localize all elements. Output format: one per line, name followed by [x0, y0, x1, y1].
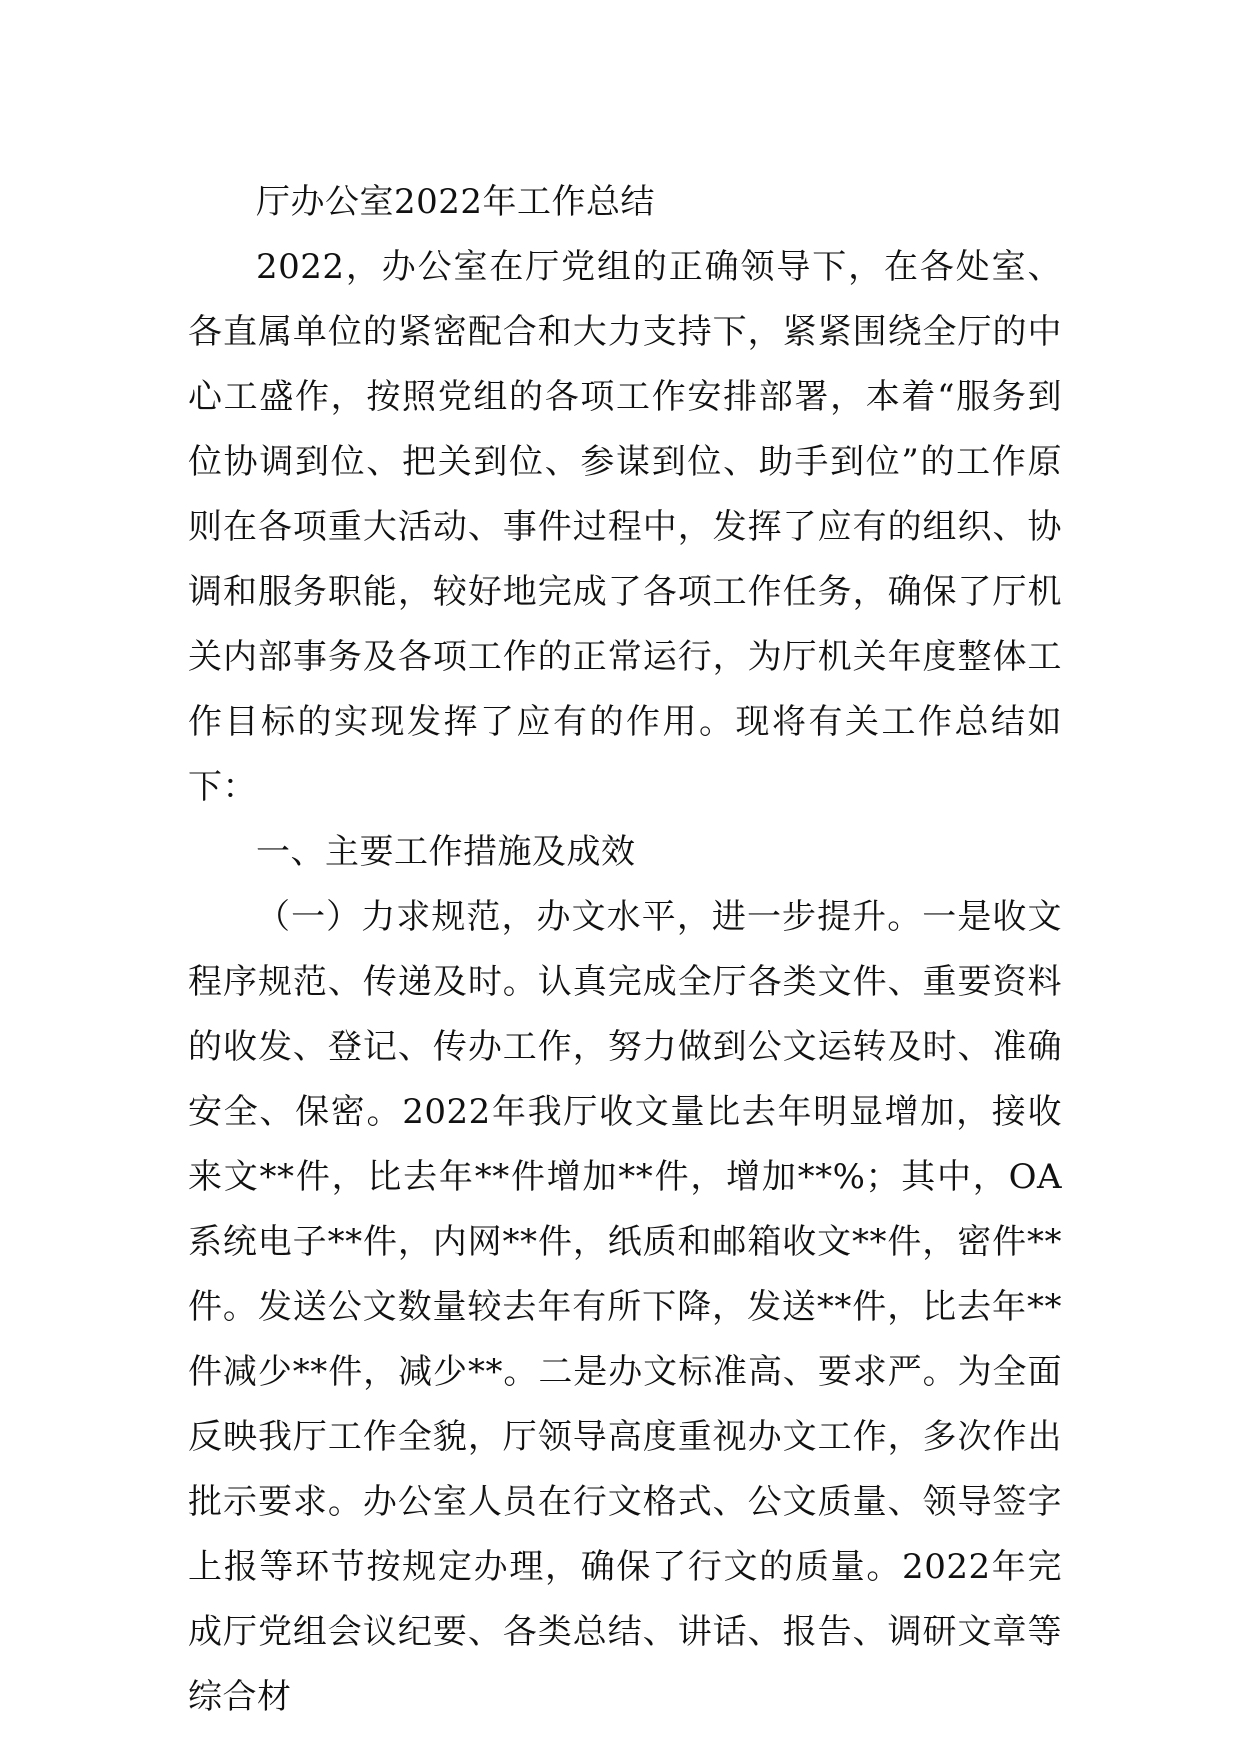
- document-body: [188, 170, 1062, 1730]
- body-paragraph: （一）力求规范，办文水平，进一步提升。一是收文程序规范、传递及时。认真完成全厅各类文件、重要资料的收发、登记、传办工作，努力做到公文运转及时、准确安全、保密。2022年我厅收文量比去年明显增加，接收来文**件，比去年**件增加**件，增加**%；其中，OA系统电子**件，内网**件，纸质和邮箱收文**件，密件**件。发送公文数量较去年有所下降，发送**件，比去年**件减少**件，减少**。二是办文标准高、要求严。为全面反映我厅工作全貌，厅领导高度重视办文工作，多次作出批示要求。办公室人员在行文格式、公文质量、领导签字上报等环节按规定办理，确保了行文的质量。2022年完成厅党组会议纪要、各类总结、讲话、报告、调研文章等综合材: [188, 897, 1062, 1717]
- document-title: 厅办公室2022年工作总结: [256, 182, 656, 222]
- intro-paragraph: 2022，办公室在厅党组的正确领导下，在各处室、各直属单位的紧密配合和大力支持下，紧紧围绕全厅的中心工盛作，按照党组的各项工作安排部署，本着“服务到位协调到位、把关到位、参谋到位、助手到位”的工作原则在各项重大活动、事件过程中，发挥了应有的组织、协调和服务职能，较好地完成了各项工作任务，确保了厅机关内部事务及各项工作的正常运行，为厅机关年度整体工作目标的实现发挥了应有的作用。现将有关工作总结如下：: [188, 247, 1062, 807]
- section-heading: 一、主要工作措施及成效: [256, 832, 636, 872]
